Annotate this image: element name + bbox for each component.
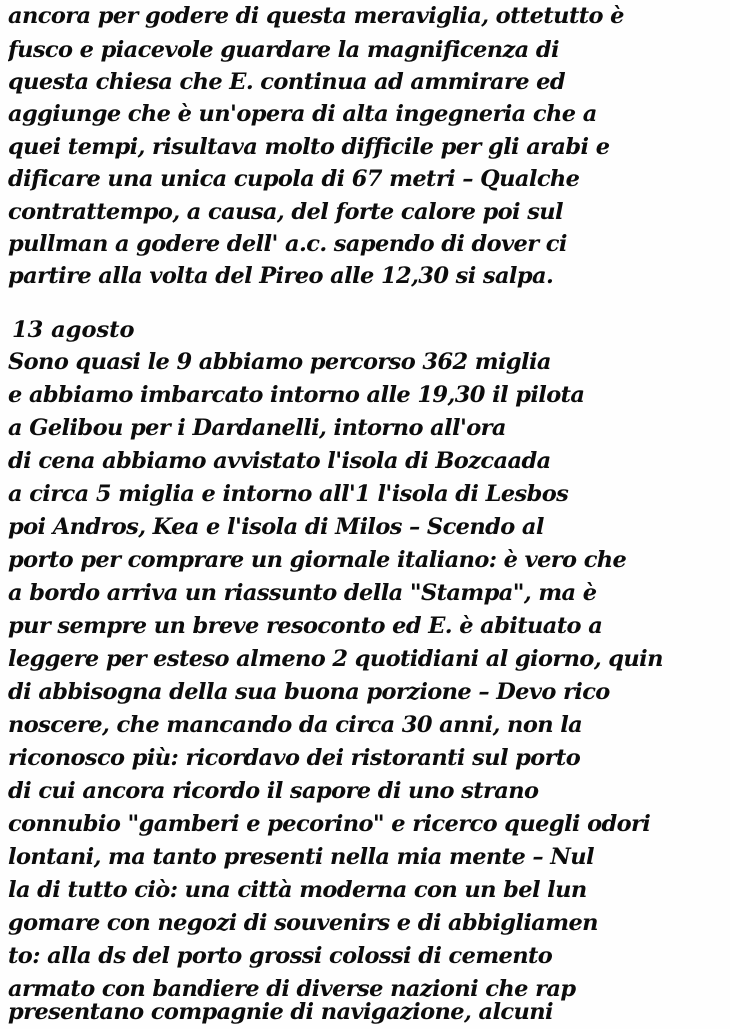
text-line: pur sempre un breve resoconto ed E. è abituato a [8,613,603,639]
text-line: a circa 5 miglia e intorno all'1 l'isola di Lesbos [8,481,569,507]
text-line: fusco e piacevole guardare la magnificenza di [8,37,559,63]
text-line: di cui ancora ricordo il sapore di uno strano [8,778,539,804]
text-line: quei tempi, risultava molto difficile per gli arabi e [8,134,610,160]
date-heading: 13 agosto [12,317,135,343]
text-line: di abbisogna della sua buona porzione – Devo rico [8,679,610,705]
text-line: contrattempo, a causa, del forte calore poi sul [8,199,564,225]
text-line: e abbiamo imbarcato intorno alle 19,30 il pilota [8,382,585,408]
text-line: lontani, ma tanto presenti nella mia mente – Nul [8,844,594,870]
text-line: Sono quasi le 9 abbiamo percorso 362 miglia [8,349,551,375]
text-line: poi Andros, Kea e l'isola di Milos – Scendo al [8,514,544,540]
text-line: ancora per godere di questa meraviglia, ottetutto è [8,3,624,29]
text-line: connubio "gamberi e pecorino" e ricerco quegli odori [8,811,651,837]
text-line: aggiunge che è un'opera di alta ingegneria che a [8,101,597,127]
text-line: gomare con negozi di souvenirs e di abbigliamen [8,910,598,936]
text-line: porto per comprare un giornale italiano: è vero che [8,547,627,573]
text-line: di cena abbiamo avvistato l'isola di Bozcaada [8,448,551,474]
text-line: noscere, che mancando da circa 30 anni, non la [8,712,583,738]
text-line: armato con bandiere di diverse nazioni che rap [8,976,576,1002]
text-line: la di tutto ciò: una città moderna con un bel lun [8,877,587,903]
text-line: partire alla volta del Pireo alle 12,30 si salpa. [8,263,554,289]
text-line: a Gelibou per i Dardanelli, intorno all'ora [8,415,506,441]
text-line: questa chiesa che E. continua ad ammirare ed [8,69,566,95]
text-line: leggere per esteso almeno 2 quotidiani al giorno, quin [8,646,663,672]
text-line: presentano compagnie di navigazione, alcuni [8,999,553,1025]
text-line: pullman a godere dell' a.c. sapendo di dover ci [8,231,567,257]
text-line: dificare una unica cupola di 67 metri – Qualche [8,166,580,192]
text-line: riconosco più: ricordavo dei ristoranti sul porto [8,745,581,771]
text-line: to: alla ds del porto grossi colossi di cemento [8,943,553,969]
text-line: a bordo arriva un riassunto della "Stampa", ma è [8,580,597,606]
